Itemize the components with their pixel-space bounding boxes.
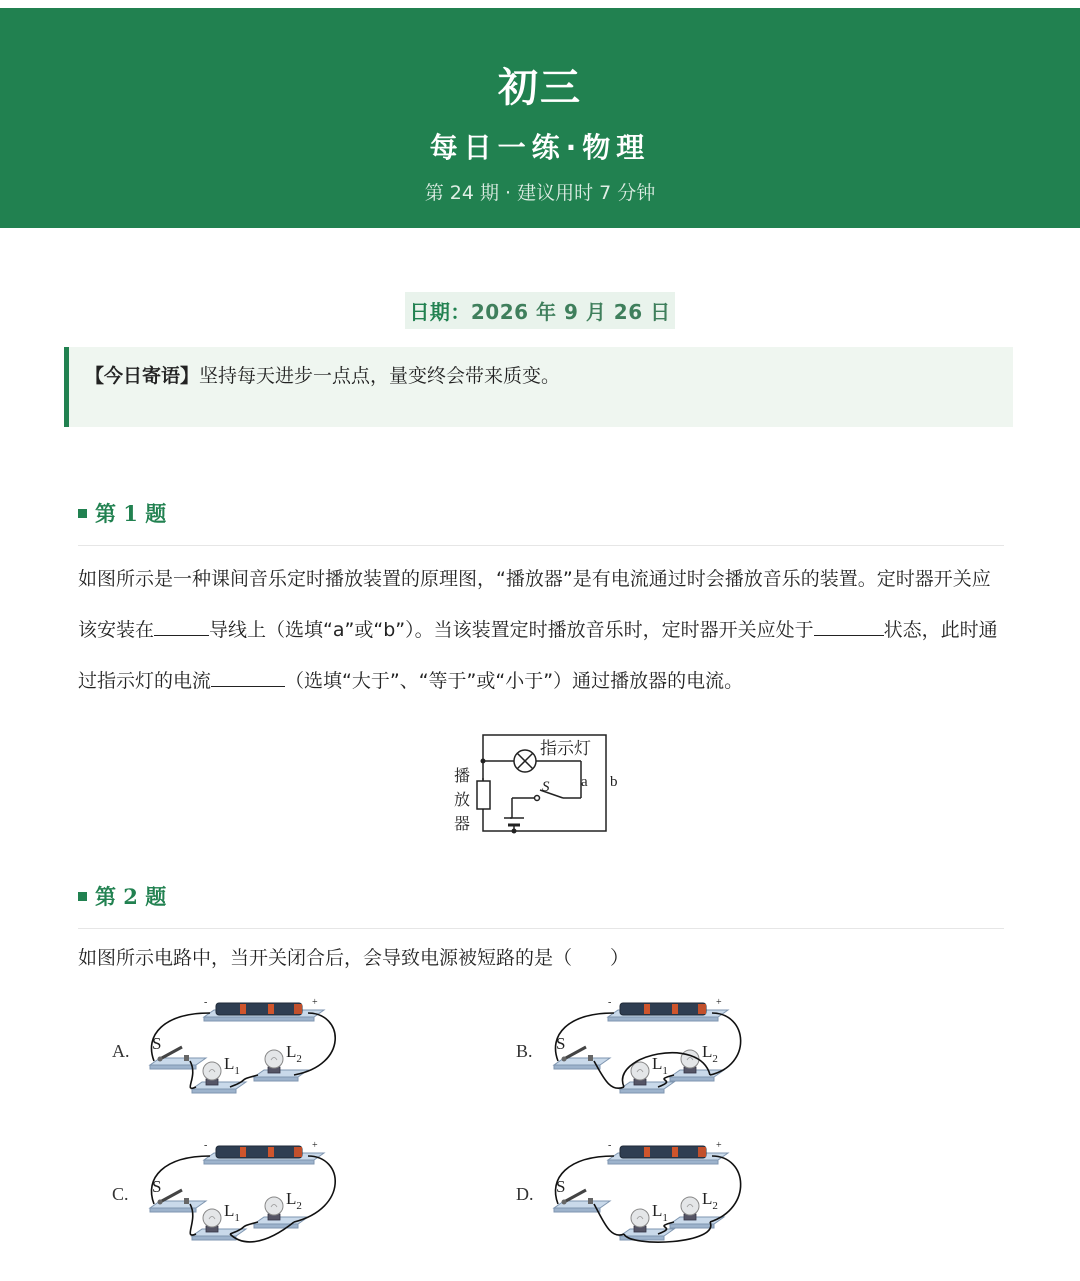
lamp-1-label: $L_1$ [652, 1054, 668, 1077]
circuit-figure [144, 1138, 374, 1248]
top-strip [0, 0, 1080, 8]
battery-plus-label: + [716, 1140, 722, 1151]
date-value: 2026 年 9 月 26 日 [470, 300, 671, 324]
lamp-2-label: $L_2$ [286, 1189, 302, 1212]
question-1-title: 第 1 题 [78, 498, 166, 528]
lamp-1-label: $L_1$ [652, 1201, 668, 1224]
battery-plus-label: + [716, 997, 722, 1008]
lamp-2-label: $L_2$ [702, 1189, 718, 1212]
quote-text: 坚持每天进步一点点，量变终会带来质变。 [199, 365, 561, 387]
lamp-2-label: $L_2$ [702, 1042, 718, 1065]
issue-info: 第 24 期 · 建议用时 7 分钟 [424, 182, 656, 204]
battery-minus-label: - [608, 997, 612, 1008]
wire-a-label: a [581, 774, 588, 790]
date-row [0, 292, 1080, 329]
circuit-wires [151, 1013, 335, 1088]
battery-icon [216, 1146, 302, 1158]
battery-icon [216, 1003, 302, 1015]
wire-b-label: b [610, 774, 618, 790]
option-letter: D. [516, 1184, 534, 1204]
question-2-title: 第 2 题 [78, 881, 166, 911]
player-label-char: 放 [454, 790, 471, 809]
question-2-text: 如图所示电路中，当开关闭合后，会导致电源被短路的是（ ） [78, 947, 630, 969]
battery-icon [620, 1146, 706, 1158]
circuit-figure [548, 1138, 778, 1248]
lamp-2-icon [265, 1050, 283, 1073]
battery-minus-label: - [608, 1140, 612, 1151]
circuit-diagram-1 [450, 728, 630, 838]
switch-label: S [556, 1034, 566, 1053]
square-bullet-icon [78, 892, 87, 901]
lamp-2-icon [265, 1197, 283, 1220]
option-letter: B. [516, 1041, 533, 1061]
battery-minus-label: - [204, 1140, 208, 1151]
date-badge [405, 292, 674, 329]
switch-label: S [556, 1177, 566, 1196]
lamp-1-label: $L_1$ [224, 1201, 240, 1224]
lamp-1-icon [203, 1062, 221, 1085]
lamp-2-label: $L_2$ [286, 1042, 302, 1065]
divider [78, 928, 1004, 929]
lamp-2-icon [681, 1197, 699, 1220]
switch-label: S [542, 779, 550, 795]
square-bullet-icon [78, 509, 87, 518]
circuit-figure [548, 995, 778, 1105]
question-1-text: 如图所示是一种课间音乐定时播放装置的原理图，“播放器”是有电流通过时会播放音乐的装置。定时器开关应该安装在 导线上（选填“a”或“b”）。当该装置定时播放音乐时，定时器开关应处于 状态，此时通过指示灯的电流 （选填“大于”、“等于”或“小于”）通过播放器的电流。 [78, 568, 998, 692]
divider [78, 545, 1004, 546]
player-label-char: 器 [454, 814, 471, 833]
answer-blank [211, 668, 285, 687]
switch-label: S [152, 1034, 162, 1053]
battery-icon [620, 1003, 706, 1015]
header-banner [0, 8, 1080, 228]
option-letter: A. [112, 1041, 130, 1061]
subject-title: 每日一练·物理 [429, 131, 651, 164]
switch-label: S [152, 1177, 162, 1196]
circuit-figure [144, 995, 374, 1105]
answer-blank [814, 617, 884, 636]
lamp-1-icon [203, 1209, 221, 1232]
battery-plus-label: + [312, 1140, 318, 1151]
lamp-label: 指示灯 [540, 739, 591, 759]
player-label-char: 播 [454, 766, 471, 785]
lamp-1-label: $L_1$ [224, 1054, 240, 1077]
option-letter: C. [112, 1184, 129, 1204]
date-label: 日期： [409, 300, 471, 324]
battery-minus-label: - [204, 997, 208, 1008]
battery-plus-label: + [312, 997, 318, 1008]
grade-title: 初三 [498, 65, 582, 111]
lamp-1-icon [631, 1209, 649, 1232]
quote-tag: 【今日寄语】 [85, 365, 200, 387]
daily-quote [64, 347, 1013, 427]
answer-blank [154, 617, 209, 636]
lamp-1-icon [631, 1062, 649, 1085]
player-resistor [477, 781, 490, 809]
